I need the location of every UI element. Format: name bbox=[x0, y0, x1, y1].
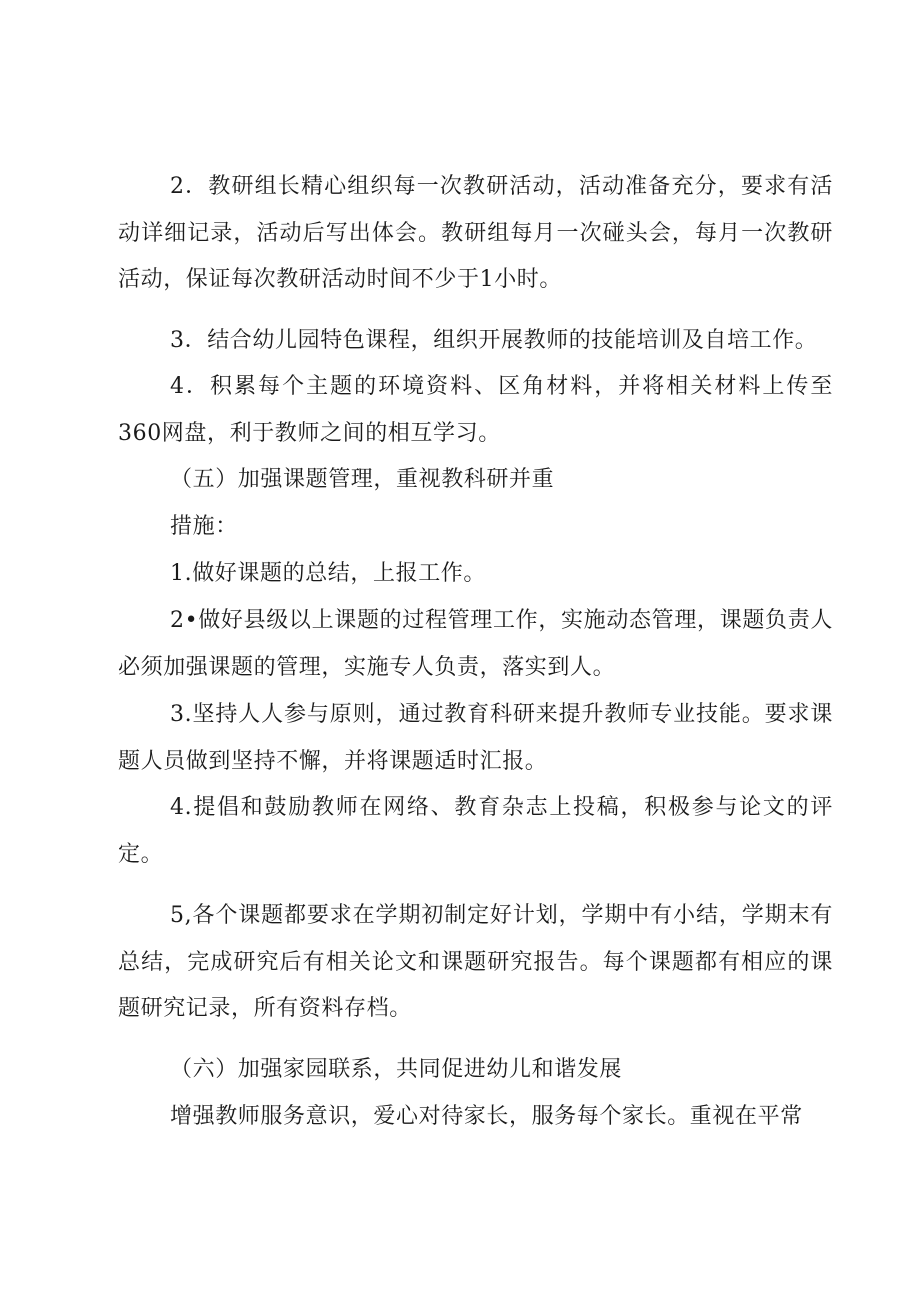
measure-item-1: 1.做好课题的总结，上报工作。 bbox=[170, 561, 486, 586]
section-heading-5: （五）加强课题管理，重视教科研并重 bbox=[170, 467, 555, 492]
paragraph-item-3: 3．结合幼儿园特色课程，组织开展教师的技能培训及自培工作。 bbox=[170, 328, 818, 353]
final-paragraph: 增强教师服务意识，爱心对待家长，服务每个家长。重视在平常 bbox=[170, 1104, 803, 1129]
measure-item-4: 4.提倡和鼓励教师在网络、教育杂志上投稿，积极参与论文的评定。 bbox=[118, 795, 833, 867]
paragraph-item-2: 2．教研组长精心组织每一次教研活动，活动准备充分，要求有活动详细记录，活动后写出体会。教研组每月一次碰头会，每月一次教研活动，保证每次教研活动时间不少于1小时。 bbox=[118, 174, 833, 292]
paragraph-item-4: 4．积累每个主题的环境资料、区角材料，并将相关材料上传至360网盘，利于教师之间的相互学习。 bbox=[118, 374, 833, 446]
measures-label: 措施： bbox=[170, 514, 238, 539]
measure-item-2: 2•做好县级以上课题的过程管理工作，实施动态管理，课题负责人必须加强课题的管理，实施专人负责，落实到人。 bbox=[118, 608, 833, 680]
measure-item-5: 5,各个课题都要求在学期初制定好计划，学期中有小结，学期末有总结，完成研究后有相关论文和课题研究报告。每个课题都有相应的课题研究记录，所有资料存档。 bbox=[118, 903, 833, 1021]
section-heading-6: （六）加强家园联系，共同促进幼儿和谐发展 bbox=[170, 1057, 623, 1082]
measure-item-3: 3.坚持人人参与原则，通过教育科研来提升教师专业技能。要求课题人员做到坚持不懈，并将课题适时汇报。 bbox=[118, 702, 833, 774]
